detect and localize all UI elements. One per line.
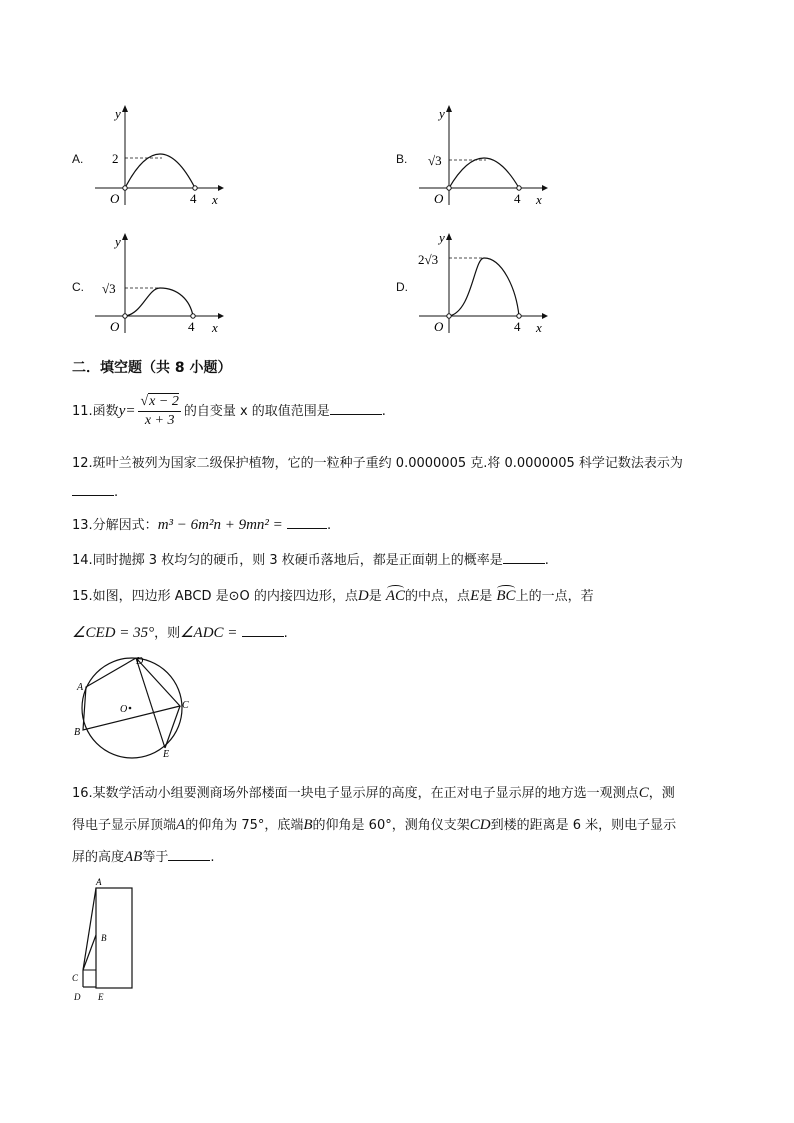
fig16-label-b: B xyxy=(101,933,107,943)
q16-point-b: B xyxy=(303,817,313,833)
q11-denominator: x + 3 xyxy=(144,413,175,428)
q12-answer-blank[interactable] xyxy=(72,483,114,496)
q16-part-e: 屏的高度 xyxy=(72,850,125,865)
option-b-label: B. xyxy=(396,152,408,166)
axis-x-label: x xyxy=(536,192,542,207)
q13-answer-blank[interactable] xyxy=(287,516,327,529)
axis-x-label: x xyxy=(212,320,218,335)
q13-expression: m³ − 6m²n + 9mn² = xyxy=(157,517,283,533)
q13-end: . xyxy=(326,518,332,533)
q15-part3: 的中点，点 xyxy=(405,589,471,604)
q16-part-c: 的仰角是 60°，测角仪支架 xyxy=(312,818,470,833)
q16-end: . xyxy=(210,850,215,865)
fig16-label-d: D xyxy=(74,992,81,1002)
origin-label: O xyxy=(434,191,444,206)
q16-part-b: 的仰角为 75°，底端 xyxy=(185,818,304,833)
q15-point-e: E xyxy=(470,588,480,604)
axis-x-label: x xyxy=(536,320,542,335)
section-heading: 二．填空题（共 8 小题） xyxy=(72,360,232,376)
question-15-line1 xyxy=(72,585,594,605)
q16-part-f: 等于 xyxy=(142,850,169,865)
curve xyxy=(449,258,519,316)
option-b-graph xyxy=(414,100,554,212)
figure-16 xyxy=(68,875,148,1005)
q13-prefix: 13.分解因式： xyxy=(72,518,158,533)
q12-end: . xyxy=(114,485,119,500)
q16-part-a: 得电子显示屏顶端 xyxy=(72,818,177,833)
y-mark: 2√3 xyxy=(418,252,439,267)
q11-suffix: 的自变量 x 的取值范围是 xyxy=(183,404,330,419)
x-mark: 4 xyxy=(514,191,521,206)
q11-prefix: 11.函数 xyxy=(72,404,119,419)
axis-y-label: y xyxy=(115,106,121,121)
y-mark: √3 xyxy=(428,153,442,168)
q15-arc-ac: AC xyxy=(385,588,406,604)
q11-answer-blank[interactable] xyxy=(330,402,382,415)
q15-answer-blank[interactable] xyxy=(242,624,284,637)
origin-label: O xyxy=(110,191,120,206)
fig15-label-a: A xyxy=(77,682,84,693)
fig15-label-c: C xyxy=(182,700,189,711)
origin-label: O xyxy=(434,319,444,334)
fig15-label-o: O xyxy=(120,704,128,715)
option-d-graph xyxy=(414,228,554,340)
q16-segment-cd: CD xyxy=(469,817,491,833)
option-c-label: C. xyxy=(72,280,84,294)
option-c-graph xyxy=(90,228,230,340)
question-15-line2 xyxy=(72,622,288,642)
fig15-label-b: B xyxy=(74,727,81,738)
y-mark: √3 xyxy=(102,281,116,296)
x-mark: 4 xyxy=(188,319,195,334)
question-12-line1: 12.斑叶兰被列为国家二级保护植物，它的一粒种子重约 0.0000005 克.将 0.0000005 科学记数法表示为 xyxy=(72,456,683,471)
option-a-label: A. xyxy=(72,152,84,166)
axis-y-label: y xyxy=(115,234,121,249)
option-d-label: D. xyxy=(396,280,408,294)
q15-part5: 上的一点，若 xyxy=(515,589,594,604)
q16-point-c: C xyxy=(638,785,649,801)
fig15-label-d: D xyxy=(136,656,144,667)
axis-y-label: y xyxy=(439,106,445,121)
q16-point-a: A xyxy=(176,817,186,833)
q14-answer-blank[interactable] xyxy=(503,551,545,564)
figure-15 xyxy=(70,650,200,762)
curve xyxy=(449,158,519,188)
q15-arc-bc: BC xyxy=(496,588,516,604)
q15-ask: ∠ADC = xyxy=(180,625,238,641)
q15-point-d: D xyxy=(357,588,369,604)
axis-y-label: y xyxy=(439,230,445,245)
q15-end: . xyxy=(283,626,288,641)
question-16-line1 xyxy=(72,782,675,802)
fig16-label-e: E xyxy=(98,992,104,1002)
fig16-label-a: A xyxy=(96,877,102,887)
q16-line1-text: 16.某数学活动小组要测商场外部楼面一块电子显示屏的高度，在正对电子显示屏的地方选一观测点 xyxy=(72,786,639,801)
question-16-line3 xyxy=(72,846,215,866)
option-a-graph xyxy=(90,100,230,212)
fig16-label-c: C xyxy=(72,973,79,983)
q14-end: . xyxy=(544,553,549,568)
curve xyxy=(125,288,193,316)
q15-part1: 15.如图，四边形 ABCD 是⊙O 的内接四边形，点 xyxy=(72,589,358,604)
origin-label: O xyxy=(110,319,120,334)
axis-x-label: x xyxy=(212,192,218,207)
question-14 xyxy=(72,549,549,568)
curve xyxy=(125,154,195,188)
q15-part2: 是 xyxy=(368,589,382,604)
q16-part-d: 到楼的距离是 6 米，则电子显示 xyxy=(490,818,677,833)
question-16-line2 xyxy=(72,814,676,834)
question-11 xyxy=(72,394,386,429)
q15-part4: 是 xyxy=(479,589,493,604)
q11-end: . xyxy=(381,404,386,419)
q16-line1-end: ，测 xyxy=(648,786,675,801)
q15-condition: ∠CED = 35° xyxy=(72,625,155,641)
y-mark: 2 xyxy=(112,151,119,166)
x-mark: 4 xyxy=(514,319,521,334)
q11-numerator: x − 2 xyxy=(149,394,179,409)
question-12-line2 xyxy=(72,483,118,500)
q11-func: y= xyxy=(118,403,136,419)
q15-part6: ，则 xyxy=(154,626,181,641)
x-mark: 4 xyxy=(190,191,197,206)
fig15-label-e: E xyxy=(163,749,170,760)
q14-text: 14.同时抛掷 3 枚均匀的硬币，则 3 枚硬币落地后，都是正面朝上的概率是 xyxy=(72,553,503,568)
q16-answer-blank[interactable] xyxy=(168,848,210,861)
q11-fraction: $\frac{√x - 2}{x + 3}$ xyxy=(140,394,179,428)
q16-segment-ab: AB xyxy=(124,849,143,865)
question-13 xyxy=(72,514,331,534)
